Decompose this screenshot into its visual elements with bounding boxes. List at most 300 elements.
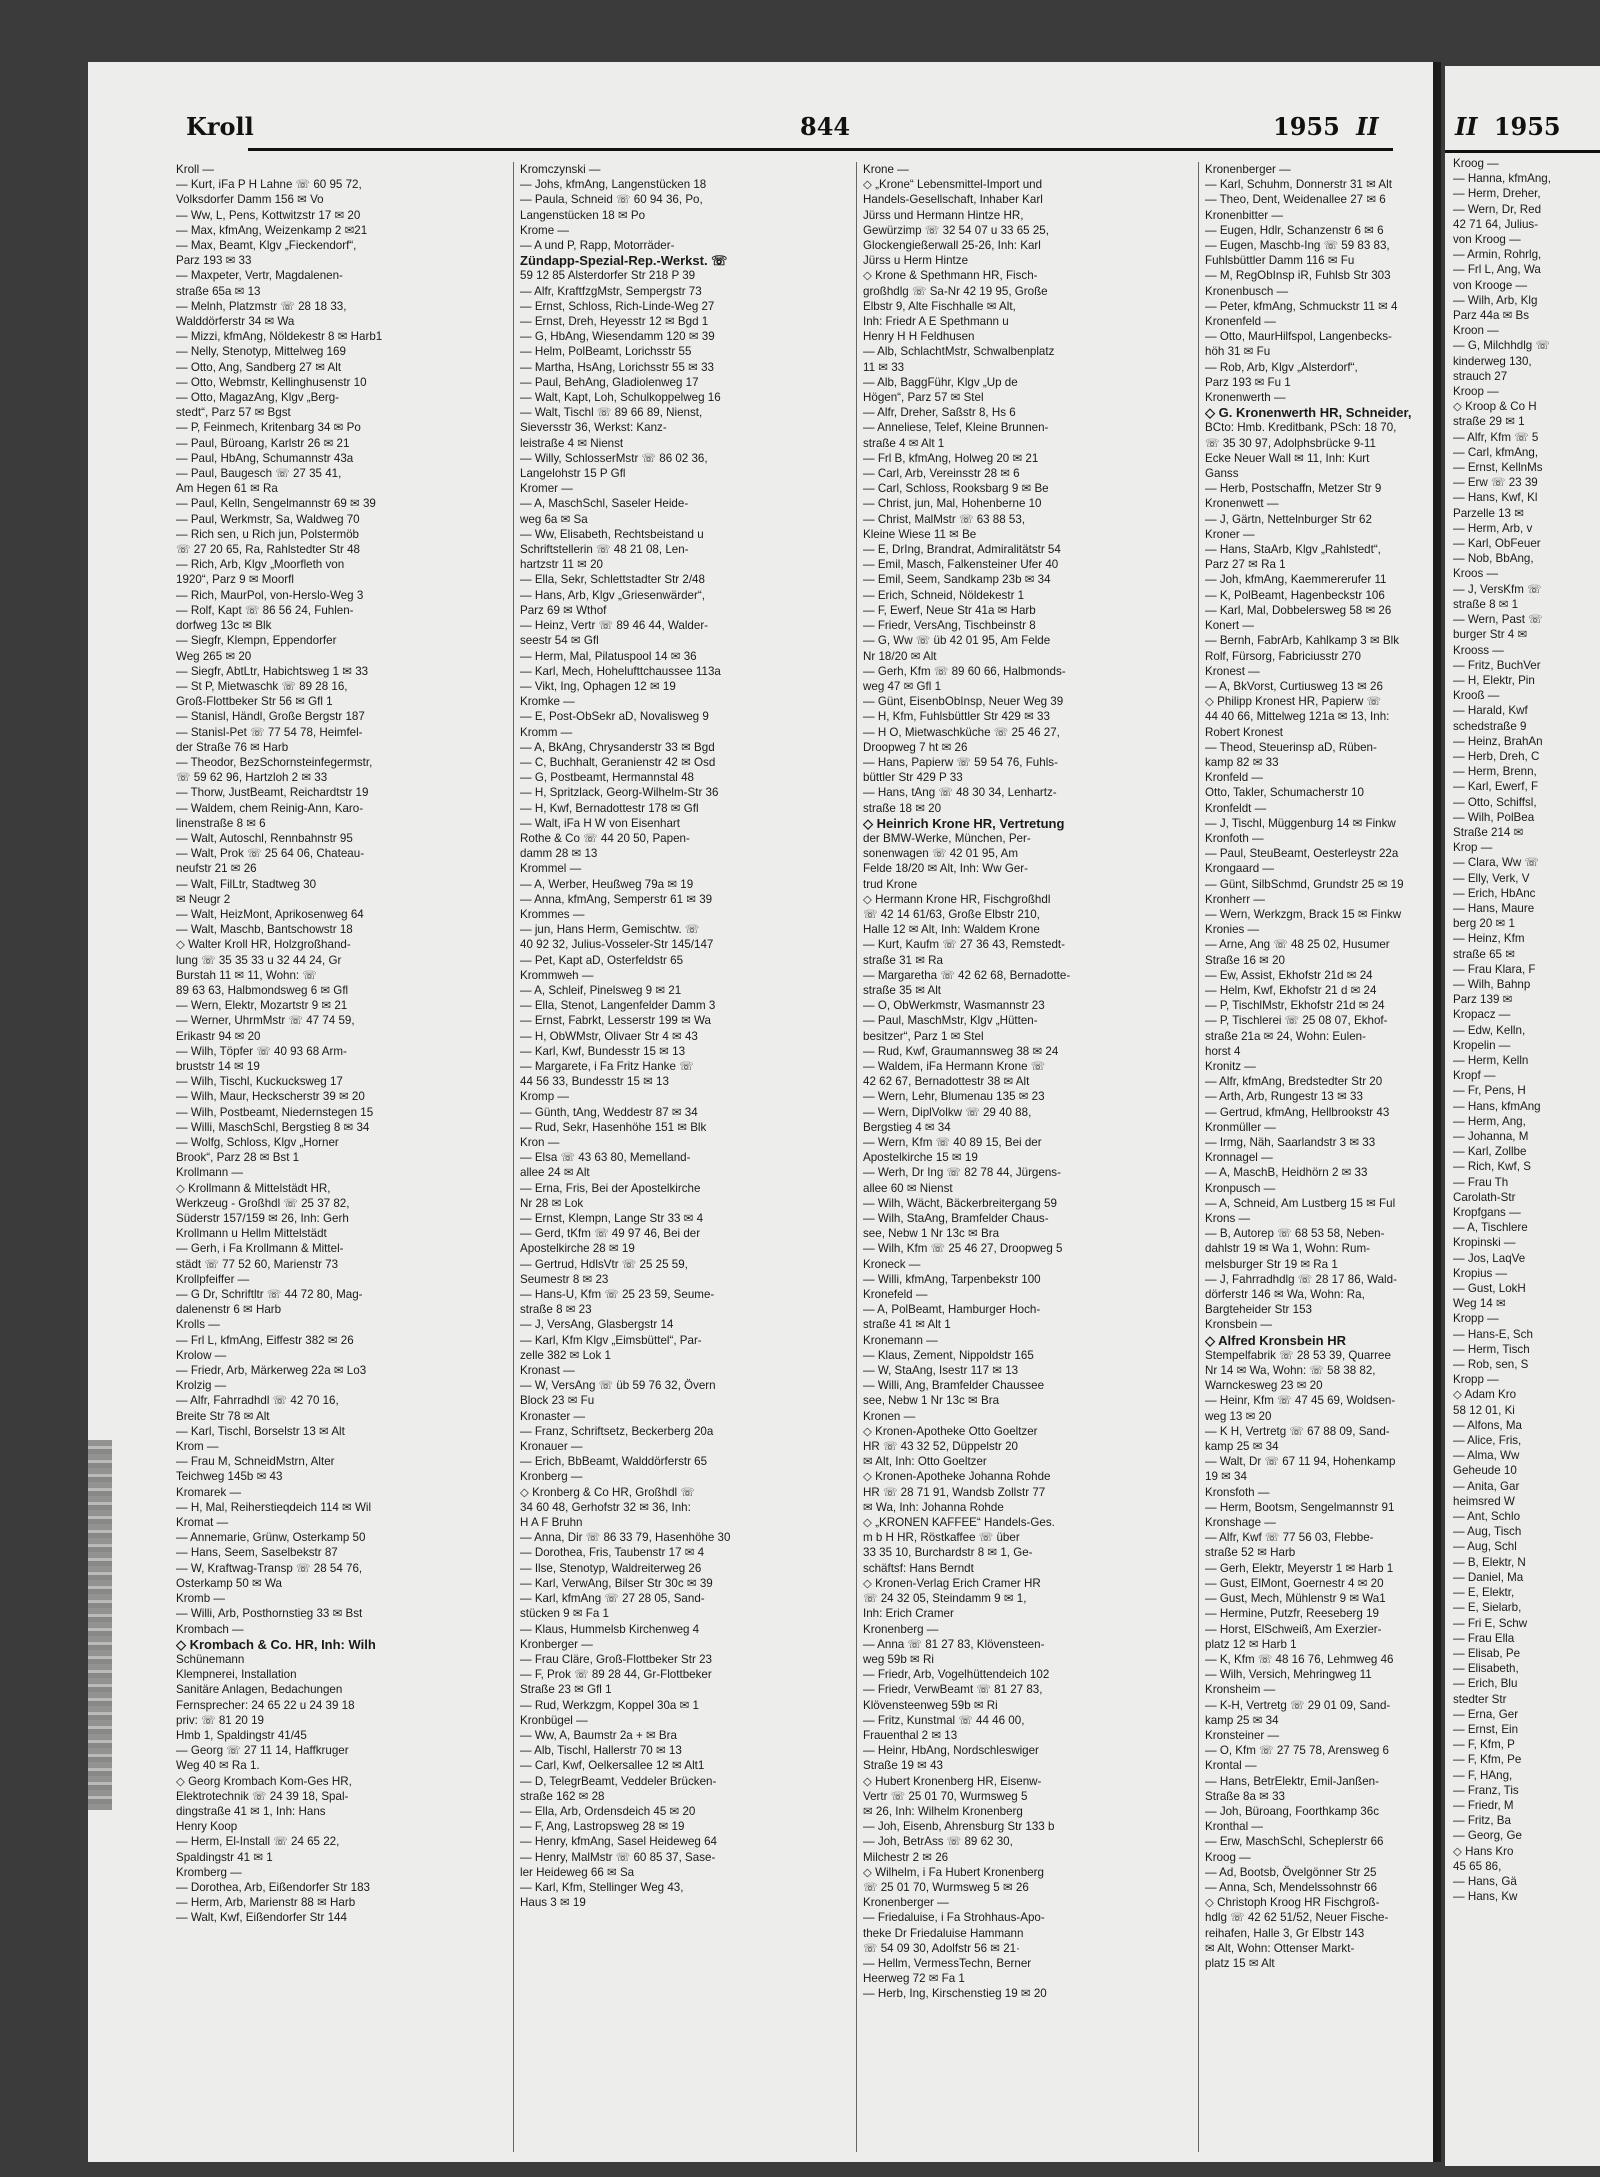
directory-entry-line: ✉ 26, Inh: Wilhelm Kronenberg: [863, 1804, 1023, 1818]
directory-entry-line: Krommweh —: [520, 968, 594, 982]
directory-entry-line: Langelohstr 15 P Gfl: [520, 467, 626, 481]
facing-entry-line: — Frl L, Ang, Wa: [1453, 263, 1541, 277]
directory-entry-line: — Walt, Tischl ☏ 89 66 89, Nienst,: [520, 406, 703, 420]
directory-entry-line: hdlg ☏ 42 62 51/52, Neuer Fische-: [1205, 1911, 1389, 1925]
directory-entry-line: damm 28 ✉ 13: [520, 847, 598, 861]
directory-entry-line: — Hans, Seem, Saselbekstr 87: [176, 1546, 338, 1560]
directory-entry-line: — W, StaAng, Isestr 117 ✉ 13: [863, 1364, 1019, 1378]
directory-entry-line: Weg 265 ✉ 20: [176, 649, 252, 663]
directory-entry-line: — H, Mal, Reiherstieqdeich 114 ✉ Wil: [176, 1500, 372, 1514]
directory-entry-line: dörferstr 146 ✉ Wa, Wohn: Ra,: [1205, 1288, 1365, 1302]
directory-entry-line: Kromberg —: [176, 1865, 242, 1879]
directory-entry-line: — Herm, Arb, Marienstr 88 ✉ Harb: [176, 1896, 356, 1910]
facing-entry-line: Kropp —: [1453, 1312, 1499, 1326]
directory-entry-line: — Rud, Kwf, Graumannsweg 38 ✉ 24: [863, 1044, 1059, 1058]
facing-entry-line: Kropfgans —: [1453, 1206, 1521, 1220]
directory-entry-line: Burstah 11 ✉ 11, Wohn: ☏: [176, 968, 317, 982]
directory-entry-line: — Friedr, Arb, Vogelhüttendeich 102: [863, 1668, 1050, 1682]
directory-entry-line: — Ew, Assist, Ekhofstr 21d ✉ 24: [1205, 968, 1373, 982]
directory-entry-line: — Rud, Werkzgm, Koppel 30a ✉ 1: [520, 1698, 699, 1712]
facing-entry-line: — Alfons, Ma: [1453, 1418, 1522, 1432]
directory-entry-line: — Hans, tAng ☏ 48 30 34, Lenhartz-: [863, 786, 1057, 800]
facing-entry-line: burger Str 4 ✉: [1453, 628, 1528, 642]
directory-entry-line: — Eugen, Hdlr, Schanzenstr 6 ✉ 6: [1205, 223, 1384, 237]
directory-entry-line: straße 31 ✉ Ra: [863, 953, 943, 967]
directory-entry-line: Gewürzimp ☏ 32 54 07 u 33 65 25,: [863, 223, 1049, 237]
facing-entry-line: ◇ Hans Kro: [1453, 1844, 1514, 1858]
directory-entry-line: — Gerh, Kfm ☏ 89 60 66, Halbmonds-: [863, 664, 1066, 678]
directory-entry-line: sonenwagen ☏ 42 01 95, Am: [863, 847, 1019, 861]
directory-entry-line: ◇ Kronen-Apotheke Johanna Rohde: [863, 1470, 1051, 1484]
directory-entry-line: — Paul, HbAng, Schumannstr 43a: [176, 451, 354, 465]
directory-entry-line: — Alfr, Kwf ☏ 77 56 03, Flebbe-: [1205, 1531, 1374, 1545]
facing-entry-line: — Edw, Kelln,: [1453, 1023, 1526, 1037]
directory-entry-line: weg 6a ✉ Sa: [520, 512, 588, 526]
directory-entry-line: — Peter, kfmAng, Schmuckstr 11 ✉ 4: [1205, 299, 1398, 313]
directory-entry-line: — Georg ☏ 27 11 14, Haffkruger: [176, 1744, 349, 1758]
directory-entry-line: ◇ Kronen-Verlag Erich Cramer HR: [863, 1576, 1041, 1590]
directory-entry-line: — Heinr, Kfm ☏ 47 45 69, Woldsen-: [1205, 1394, 1396, 1408]
directory-entry-line: Haus 3 ✉ 19: [520, 1896, 586, 1910]
directory-entry-line: — Bernh, FabrArb, Kahlkamp 3 ✉ Blk: [1205, 634, 1400, 648]
directory-entry-line: — Wilh, Wächt, Bäckerbreitergang 59: [863, 1196, 1057, 1210]
directory-entry-line: Breite Str 78 ✉ Alt: [176, 1409, 270, 1423]
directory-entry-line: — Erich, Schneid, Nöldekestr 1: [863, 588, 1025, 602]
volume: II: [1356, 112, 1379, 141]
directory-entry-line: — Franz, Schriftsetz, Beckerberg 20a: [520, 1424, 714, 1438]
directory-entry-line: Krolzig —: [176, 1379, 227, 1393]
facing-entry-line: — Herb, Dreh, C: [1453, 749, 1540, 763]
directory-entry-line: — Erna, Fris, Bei der Apostelkirche: [520, 1181, 701, 1195]
facing-entry-line: — Fritz, Ba: [1453, 1814, 1511, 1828]
directory-entry-line: Am Hegen 61 ✉ Ra: [176, 482, 278, 496]
directory-entry-line: — Carl, Arb, Vereinsstr 28 ✉ 6: [863, 467, 1020, 481]
directory-entry-line: reihafen, Halle 3, Gr Elbstr 143: [1205, 1926, 1365, 1940]
directory-entry-line: — Waldem, iFa Hermann Krone ☏: [863, 1059, 1046, 1073]
directory-entry-line: Rothe & Co ☏ 44 20 50, Papen-: [520, 831, 690, 845]
directory-entry-line: see, Nebw 1 Nr 13c ✉ Bra: [863, 1394, 1000, 1408]
directory-entry-line: — Klaus, Zement, Nippoldstr 165: [863, 1348, 1034, 1362]
directory-entry-line: — K H, Vertretg ☏ 67 88 09, Sand-: [1205, 1424, 1390, 1438]
directory-entry-line: Kronfoth —: [1205, 831, 1264, 845]
directory-entry-line: ◇ „Krone“ Lebensmittel-Import und: [863, 178, 1043, 192]
directory-entry-line: — Wern, Kfm ☏ 40 89 15, Bei der: [863, 1136, 1042, 1149]
facing-entry-line: — F, Kfm, Pe: [1453, 1753, 1522, 1767]
column-2: [520, 162, 850, 2152]
facing-entry-line: — Heinz, BrahAn: [1453, 734, 1543, 748]
directory-entry-line: — H, Kfm, Fuhlsbüttler Str 429 ✉ 33: [863, 710, 1050, 724]
facing-entry-line: — Otto, Schiffsl,: [1453, 795, 1537, 809]
page-number: 844: [800, 112, 851, 141]
directory-entry-line: — Horst, ElSchweiß, Am Exerzier-: [1205, 1622, 1382, 1636]
directory-entry-line: ☏ 59 62 96, Hartzloh 2 ✉ 33: [176, 771, 328, 785]
directory-entry-line: — Paul, BehAng, Gladiolenweg 17: [520, 375, 699, 389]
directory-entry-line: ◇ Wilhelm, i Fa Hubert Kronenberg: [863, 1865, 1044, 1879]
directory-entry-line: der BMW-Werke, München, Per-: [863, 831, 1031, 845]
facing-entry-line: Krop —: [1453, 841, 1493, 855]
facing-entry-line: Straße 214 ✉: [1453, 825, 1524, 839]
directory-entry-line: — Gertrud, HdlsVtr ☏ 25 25 59,: [520, 1257, 688, 1271]
directory-entry-line: — St P, Mietwaschk ☏ 89 28 16,: [176, 679, 348, 693]
directory-entry-line: — Melnh, Platzmstr ☏ 28 18 33,: [176, 299, 347, 313]
directory-entry-line: Kronfeld —: [1205, 771, 1263, 785]
directory-entry-line: — Joh, Büroang, Foorthkamp 36c: [1205, 1804, 1379, 1818]
directory-entry-line: — Martha, HsAng, Lorichsstr 55 ✉ 33: [520, 360, 715, 374]
directory-entry-line: ◇ Hubert Kronenberg HR, Eisenw-: [863, 1774, 1042, 1788]
directory-entry-line: — J, VersAng, Glasbergstr 14: [520, 1318, 674, 1332]
directory-page: [88, 62, 1441, 2162]
directory-entry-line: HR ☏ 28 71 91, Wandsb Zollstr 77: [863, 1485, 1046, 1499]
directory-entry-line: ◇ Alfred Kronsbein HR: [1205, 1332, 1346, 1348]
directory-entry-line: — Gerh, i Fa Krollmann & Mittel-: [176, 1242, 344, 1256]
directory-entry-line: dingstraße 41 ✉ 1, Inh: Hans: [176, 1804, 326, 1818]
directory-entry-line: — Ella, Arb, Ordensdeich 45 ✉ 20: [520, 1804, 696, 1818]
directory-entry-line: ler Heideweg 66 ✉ Sa: [520, 1865, 635, 1879]
directory-entry-line: Frauenthal 2 ✉ 13: [863, 1728, 958, 1742]
directory-entry-line: — G Dr, Schriftltr ☏ 44 72 80, Mag-: [176, 1288, 363, 1302]
directory-entry-line: — Alb, SchlachtMstr, Schwalbenplatz: [863, 345, 1055, 359]
directory-entry-line: Kronbügel —: [520, 1713, 588, 1727]
directory-entry-line: straße 41 ✉ Alt 1: [863, 1318, 951, 1332]
directory-entry-line: Kromer —: [520, 482, 573, 496]
directory-entry-line: — Dorothea, Fris, Taubenstr 17 ✉ 4: [520, 1546, 705, 1560]
directory-entry-line: melsburger Str 19 ✉ Ra 1: [1205, 1257, 1338, 1271]
facing-entry-line: — Jos, LaqVe: [1453, 1251, 1526, 1265]
directory-entry-line: Kronshage —: [1205, 1516, 1276, 1530]
directory-entry-line: ☏ 27 20 65, Ra, Rahlstedter Str 48: [176, 543, 360, 557]
directory-entry-line: m b H HR, Röstkaffee ☏ über: [863, 1531, 1020, 1545]
directory-entry-line: — Alb, BaggFühr, Klgv „Up de: [863, 375, 1018, 389]
directory-entry-line: Kronpusch —: [1205, 1181, 1276, 1195]
directory-entry-line: 1920“, Parz 9 ✉ Moorfl: [176, 573, 294, 587]
directory-entry-line: — A, BkAng, Chrysanderstr 33 ✉ Bgd: [520, 740, 715, 754]
facing-entry-line: — Herm, Arb, v: [1453, 521, 1533, 535]
directory-entry-line: — Otto, Ang, Sandberg 27 ✉ Alt: [176, 360, 342, 374]
directory-entry-line: — K, PolBeamt, Hagenbeckstr 106: [1205, 588, 1385, 602]
directory-entry-line: ☏ 24 32 05, Steindamm 9 ✉ 1,: [863, 1592, 1027, 1606]
directory-entry-line: straße 65a ✉ 13: [176, 284, 261, 298]
facing-entry-line: straße 29 ✉ 1: [1453, 415, 1525, 429]
facing-entry-line: 58 12 01, Ki: [1453, 1403, 1515, 1417]
directory-entry-line: Vertr ☏ 25 01 70, Wurmsweg 5: [863, 1789, 1028, 1803]
directory-entry-line: Kronsteiner —: [1205, 1728, 1280, 1742]
directory-entry-line: — Carl, Kwf, Oelkersallee 12 ✉ Alt1: [520, 1759, 705, 1773]
directory-entry-line: Felde 18/20 ✉ Alt, Inh: Ww Ger-: [863, 862, 1029, 876]
directory-entry-line: — W, VersAng ☏ üb 59 76 32, Övern: [520, 1379, 716, 1393]
directory-entry-line: — P, TischlMstr, Ekhofstr 21d ✉ 24: [1205, 999, 1385, 1013]
directory-entry-line: 33 35 10, Burchardstr 8 ✉ 1, Ge-: [863, 1546, 1033, 1560]
directory-entry-line: Kronsbein —: [1205, 1318, 1273, 1332]
directory-entry-line: straße 162 ✉ 28: [520, 1789, 605, 1803]
facing-entry-line: Parz 139 ✉: [1453, 993, 1513, 1007]
directory-entry-line: — Willi, MaschSchl, Bergstieg 8 ✉ 34: [176, 1120, 370, 1134]
directory-entry-line: — Vikt, Ing, Ophagen 12 ✉ 19: [520, 679, 676, 693]
directory-entry-line: Kronauer —: [520, 1440, 583, 1454]
directory-entry-line: allee 24 ✉ Alt: [520, 1166, 590, 1180]
directory-entry-line: ◇ Kronen-Apotheke Otto Goeltzer: [863, 1424, 1038, 1438]
directory-entry-line: Kroog —: [1205, 1850, 1251, 1864]
directory-entry-line: Kronitz —: [1205, 1059, 1256, 1073]
directory-entry-line: 89 63 63, Halbmondsweg 6 ✉ Gfl: [176, 983, 349, 997]
directory-entry-line: straße 8 ✉ 23: [520, 1303, 592, 1317]
facing-entry-line: — Wern, Past ☏: [1453, 613, 1543, 627]
directory-entry-line: — A, Werber, Heußweg 79a ✉ 19: [520, 877, 694, 891]
facing-entry-line: 45 65 86,: [1453, 1859, 1502, 1873]
directory-entry-line: höh 31 ✉ Fu: [1205, 345, 1271, 359]
directory-entry-line: — Alb, Tischl, Hallerstr 70 ✉ 13: [520, 1744, 682, 1758]
facing-entry-line: — Hans, Gä: [1453, 1874, 1517, 1888]
facing-entry-line: Kropf —: [1453, 1069, 1496, 1083]
directory-entry-line: ◇ G. Kronenwerth HR, Schneider,: [1205, 405, 1412, 421]
directory-entry-line: Ganss: [1205, 467, 1239, 481]
directory-entry-line: — Kurt, Kaufm ☏ 27 36 43, Remstedt-: [863, 938, 1066, 952]
facing-entry-line: — Ant, Schlo: [1453, 1510, 1521, 1524]
facing-entry-line: kinderweg 130,: [1453, 354, 1532, 368]
directory-entry-line: — Paul, Kelln, Sengelmannstr 69 ✉ 39: [176, 497, 376, 511]
directory-entry-line: — Stanisl, Händl, Große Bergstr 187: [176, 710, 365, 724]
directory-entry-line: Sanitäre Anlagen, Bedachungen: [176, 1683, 343, 1697]
directory-entry-line: Krommel —: [520, 862, 582, 876]
directory-entry-line: allee 60 ✉ Nienst: [863, 1181, 953, 1195]
facing-entry-line: — Hans-E, Sch: [1453, 1327, 1533, 1341]
directory-entry-line: Kromb —: [176, 1592, 225, 1606]
directory-entry-line: — G, Ww ☏ üb 42 01 95, Am Felde: [863, 634, 1051, 648]
directory-entry-line: BCto: Hmb. Kreditbank, PSch: 18 70,: [1205, 421, 1397, 435]
directory-entry-line: hartzstr 11 ✉ 20: [520, 558, 603, 572]
directory-entry-line: — Alfr, Dreher, Saßstr 8, Hs 6: [863, 406, 1016, 420]
directory-entry-line: — Walt, Prok ☏ 25 64 06, Chateau-: [176, 847, 365, 861]
facing-entry-line: Kropacz —: [1453, 1008, 1511, 1022]
facing-entry-line: — Fr, Pens, H: [1453, 1084, 1526, 1098]
directory-entry-line: — Alfr, Fahrradhdl ☏ 42 70 16,: [176, 1394, 339, 1408]
directory-entry-line: — Otto, MagazAng, Klgv „Berg-: [176, 391, 340, 405]
facing-entry-line: — Friedr, M: [1453, 1798, 1514, 1812]
facing-entry-line: — G, Milchhdlg ☏: [1453, 339, 1550, 353]
directory-entry-line: — Hermine, Putzfr, Reeseberg 19: [1205, 1607, 1379, 1621]
facing-entry-line: — Daniel, Ma: [1453, 1570, 1524, 1584]
directory-entry-line: — J, Fahrradhdlg ☏ 28 17 86, Wald-: [1205, 1272, 1397, 1286]
directory-entry-line: Kronberg —: [520, 1470, 583, 1484]
directory-entry-line: Heerweg 72 ✉ Fa 1: [863, 1972, 965, 1986]
facing-entry-line: — Hans, Kwf, Kl: [1453, 491, 1538, 505]
directory-entry-line: Inh: Friedr A E Spethmann u: [863, 315, 1009, 329]
directory-entry-line: Walddörferstr 34 ✉ Wa: [176, 315, 295, 329]
directory-entry-line: — Emil, Masch, Falkensteiner Ufer 40: [863, 558, 1059, 572]
facing-entry-line: schedstraße 9: [1453, 719, 1527, 733]
directory-entry-line: — Pet, Kapt aD, Osterfeldstr 65: [520, 953, 684, 967]
directory-entry-line: Kronthal —: [1205, 1820, 1263, 1834]
directory-entry-line: Kronfeldt —: [1205, 801, 1267, 815]
directory-entry-line: — Walt, Autoschl, Rennbahnstr 95: [176, 831, 353, 845]
facing-entry-line: — J, VersKfm ☏: [1453, 582, 1542, 596]
facing-entry-line: Krooss —: [1453, 643, 1504, 657]
directory-entry-line: dorfweg 13c ✉ Blk: [176, 619, 272, 633]
facing-entry-line: Kroop —: [1453, 385, 1499, 399]
facing-entry-line: — Herm, Brenn,: [1453, 765, 1537, 779]
directory-entry-line: der Straße 76 ✉ Harb: [176, 740, 289, 754]
facing-entry-line: — Harald, Kwf: [1453, 704, 1528, 718]
directory-entry-line: — Günth, tAng, Weddestr 87 ✉ 34: [520, 1105, 698, 1119]
facing-entry-line: — Herm, Dreher,: [1453, 187, 1541, 201]
directory-entry-line: Parz 27 ✉ Ra 1: [1205, 558, 1286, 572]
directory-entry-line: — Gust, ElMont, Goernestr 4 ✉ 20: [1205, 1576, 1384, 1590]
directory-entry-line: — Margarete, i Fa Fritz Hanke ☏: [520, 1059, 694, 1073]
directory-entry-line: Krons —: [1205, 1212, 1251, 1226]
directory-entry-line: — Friedaluise, i Fa Strohhaus-Apo-: [863, 1911, 1045, 1925]
directory-entry-line: — Gust, Mech, Mühlenstr 9 ✉ Wa1: [1205, 1592, 1386, 1606]
column-divider: [1198, 162, 1199, 2152]
facing-entry-line: — Frau Th: [1453, 1175, 1509, 1189]
facing-entry-line: — B, Elektr, N: [1453, 1555, 1526, 1569]
directory-entry-line: Handels-Gesellschaft, Inhaber Karl: [863, 193, 1043, 207]
facing-entry-line: — Anita, Gar: [1453, 1479, 1520, 1493]
binding-strip: [88, 1440, 112, 1810]
directory-entry-line: Kronsheim —: [1205, 1683, 1276, 1697]
facing-entry-line: strauch 27: [1453, 369, 1508, 383]
directory-entry-line: — Wilh, Kfm ☏ 25 46 27, Droopweg 5: [863, 1242, 1063, 1256]
directory-entry-line: Kronberger —: [520, 1637, 593, 1651]
directory-entry-line: — Erich, BbBeamt, Walddörferstr 65: [520, 1455, 708, 1469]
directory-entry-line: — Eugen, Maschb-Ing ☏ 59 83 83,: [1205, 239, 1390, 253]
directory-entry-line: Glockengießerwall 25-26, Inh: Karl: [863, 239, 1041, 253]
directory-entry-line: Sieversstr 36, Werkst: Kanz-: [520, 421, 667, 435]
directory-entry-line: — A und P, Rapp, Motorräder-: [520, 239, 675, 253]
directory-entry-line: — Walt, HeizMont, Aprikosenweg 64: [176, 907, 364, 921]
directory-entry-line: — Paul, Werkmstr, Sa, Waldweg 70: [176, 512, 360, 526]
directory-entry-line: — Helm, PolBeamt, Lorichsstr 55: [520, 345, 692, 359]
directory-entry-line: theke Dr Friedaluise Hammann: [863, 1926, 1024, 1940]
directory-entry-line: ☏ 42 14 61/63, Große Elbstr 210,: [863, 907, 1040, 921]
directory-entry-line: ✉ Alt, Wohn: Ottenser Markt-: [1205, 1941, 1355, 1955]
directory-entry-line: — Christ, MalMstr ☏ 63 88 53,: [863, 512, 1026, 526]
directory-entry-line: — E, Post-ObSekr aD, Novalisweg 9: [520, 710, 709, 724]
directory-entry-line: weg 13 ✉ 20: [1205, 1409, 1272, 1423]
directory-entry-line: Volksdorfer Damm 156 ✉ Vo: [176, 193, 324, 207]
directory-entry-line: besitzer“, Parz 1 ✉ Stel: [863, 1029, 984, 1043]
directory-entry-line: — Karl, Mech, Hohelufttchaussee 113a: [520, 664, 721, 678]
directory-entry-line: büttler Str 429 P 33: [863, 771, 963, 785]
running-head-year: [1273, 112, 1379, 141]
directory-entry-line: — Karl, Kfm Klgv „Eimsbüttel“, Par-: [520, 1333, 702, 1347]
directory-entry-line: — Karl, Schuhm, Donnerstr 31 ✉ Alt: [1205, 178, 1392, 192]
directory-entry-line: 59 12 85 Alsterdorfer Str 218 P 39: [520, 269, 696, 283]
directory-entry-line: — Gertrud, kfmAng, Hellbrookstr 43: [1205, 1105, 1390, 1119]
directory-entry-line: — Helm, Kwf, Ekhofstr 21 d ✉ 24: [1205, 983, 1377, 997]
directory-entry-line: Kronenberger —: [1205, 163, 1291, 176]
directory-entry-line: — A, PolBeamt, Hamburger Hoch-: [863, 1303, 1041, 1317]
directory-entry-line: platz 12 ✉ Harb 1: [1205, 1637, 1297, 1651]
directory-entry-line: Kronenbitter —: [1205, 208, 1283, 222]
directory-entry-line: Halle 12 ✉ Alt, Inh: Waldem Krone: [863, 923, 1040, 937]
directory-entry-line: — Wern, Elektr, Mozartstr 9 ✉ 21: [176, 999, 348, 1013]
facing-entry-line: — Herm, Kelln: [1453, 1053, 1529, 1067]
column-divider: [856, 162, 857, 2152]
directory-entry-line: — Dorothea, Arb, Eißendorfer Str 183: [176, 1880, 370, 1894]
directory-entry-line: Henry H H Feldhusen: [863, 330, 975, 344]
directory-entry-line: 44 56 33, Bundesstr 15 ✉ 13: [520, 1075, 669, 1089]
directory-entry-line: — M, RegObInsp iR, Fuhlsb Str 303: [1205, 269, 1391, 283]
directory-entry-line: kamp 25 ✉ 34: [1205, 1713, 1279, 1727]
directory-entry-line: 34 60 48, Gerhofstr 32 ✉ 36, Inh:: [520, 1500, 691, 1514]
directory-entry-line: — Ernst, Klempn, Lange Str 33 ✉ 4: [520, 1212, 704, 1226]
column-3: [863, 162, 1193, 2152]
facing-entry-line: — Georg, Ge: [1453, 1829, 1522, 1843]
directory-entry-line: Jürss und Hermann Hintze HR,: [863, 208, 1024, 222]
directory-entry-line: — K-H, Vertretg ☏ 29 01 09, Sand-: [1205, 1698, 1391, 1712]
facing-entry-line: — Frau Ella: [1453, 1631, 1515, 1645]
directory-entry-line: Milchestr 2 ✉ 26: [863, 1850, 949, 1864]
directory-entry-line: zelle 382 ✉ Lok 1: [520, 1348, 611, 1362]
directory-entry-line: H A F Bruhn: [520, 1516, 583, 1530]
directory-entry-line: Krollmann —: [176, 1166, 244, 1180]
directory-entry-line: — Alfr, KraftfzgMstr, Sempergstr 73: [520, 284, 702, 298]
directory-entry-line: — Hans, Papierw ☏ 59 54 76, Fuhls-: [863, 755, 1058, 769]
directory-entry-line: 11 ✉ 33: [863, 360, 905, 374]
directory-entry-line: — D, TelegrBeamt, Veddeler Brücken-: [520, 1774, 717, 1788]
directory-entry-line: Stempelfabrik ☏ 28 53 39, Quarree: [1205, 1348, 1391, 1362]
directory-entry-line: — Wern, DiplVolkw ☏ 29 40 88,: [863, 1105, 1032, 1119]
facing-entry-line: stedter Str: [1453, 1692, 1507, 1706]
directory-entry-line: — Rich, MaurPol, von-Herslo-Weg 3: [176, 588, 364, 602]
directory-entry-line: Langenstücken 18 ✉ Po: [520, 208, 646, 222]
directory-entry-line: — E, DrIng, Brandrat, Admiralitätstr 54: [863, 543, 1061, 557]
directory-entry-line: Robert Kronest: [1205, 725, 1283, 739]
directory-entry-line: — Frl B, kfmAng, Holweg 20 ✉ 21: [863, 451, 1039, 465]
directory-entry-line: kamp 25 ✉ 34: [1205, 1440, 1279, 1454]
directory-entry-line: ◇ Hermann Krone HR, Fischgroßhdl: [863, 892, 1051, 906]
directory-entry-line: — Heinz, Vertr ☏ 89 46 44, Walder-: [520, 619, 709, 633]
directory-entry-line: Henry Koop: [176, 1820, 238, 1834]
directory-entry-line: — Paul, MaschMstr, Klgv „Hütten-: [863, 1014, 1038, 1028]
directory-entry-line: — Otto, MaurHilfspol, Langenbecks-: [1205, 330, 1392, 344]
directory-entry-line: Weg 40 ✉ Ra 1.: [176, 1759, 260, 1773]
directory-entry-line: — Ella, Sekr, Schlettstadter Str 2/48: [520, 573, 705, 587]
directory-entry-line: straße 21a ✉ 24, Wohn: Eulen-: [1205, 1029, 1366, 1043]
directory-entry-line: ✉ Neugr 2: [176, 892, 231, 906]
directory-entry-line: HR ☏ 43 32 52, Düppelstr 20: [863, 1440, 1018, 1454]
facing-entry-line: Kropelin —: [1453, 1038, 1511, 1052]
directory-entry-line: — Rich sen, u Rich jun, Polstermöb: [176, 527, 359, 541]
directory-entry-line: Kronemann —: [863, 1333, 938, 1347]
facing-entry-line: Krooß —: [1453, 689, 1500, 703]
directory-entry-line: Kronenberg —: [863, 1622, 939, 1636]
directory-entry-line: Brook“, Parz 28 ✉ Bst 1: [176, 1151, 300, 1165]
directory-entry-line: Bargteheider Str 153: [1205, 1303, 1312, 1317]
directory-entry-line: — Gerd, tKfm ☏ 49 97 46, Bei der: [520, 1227, 701, 1241]
directory-entry-line: Jürss u Herm Hintze: [863, 254, 969, 268]
directory-entry-line: Teichweg 145b ✉ 43: [176, 1470, 283, 1484]
directory-entry-line: weg 47 ✉ Gfl 1: [863, 679, 942, 693]
directory-entry-line: — A, MaschSchl, Saseler Heide-: [520, 497, 689, 511]
directory-entry-line: Rolf, Fürsorg, Fabriciusstr 270: [1205, 649, 1361, 663]
directory-entry-line: Osterkamp 50 ✉ Wa: [176, 1576, 282, 1590]
facing-entry-line: straße 8 ✉ 1: [1453, 597, 1519, 611]
facing-entry-line: Kroon —: [1453, 324, 1499, 338]
directory-entry-line: — Rich, Arb, Klgv „Moorfleth von: [176, 558, 345, 572]
facing-entry-line: Parzelle 13 ✉: [1453, 506, 1524, 520]
directory-entry-line: Bergstieg 4 ✉ 34: [863, 1120, 951, 1134]
directory-entry-line: — Joh, kfmAng, Kaemmererufer 11: [1205, 573, 1387, 587]
column-divider: [513, 162, 514, 2152]
directory-entry-line: — Wilh, Versich, Mehringweg 11: [1205, 1668, 1372, 1682]
facing-entry-line: — Wilh, PolBea: [1453, 810, 1535, 824]
directory-entry-line: ☏ 35 30 97, Adolphsbrücke 9-11: [1205, 436, 1376, 450]
facing-volume: II: [1455, 112, 1478, 141]
facing-entry-line: — H, Elektr, Pin: [1453, 673, 1535, 687]
facing-entry-line: — Hans, Kw: [1453, 1890, 1518, 1904]
directory-entry-line: — Anna, kfmAng, Semperstr 61 ✉ 39: [520, 892, 713, 906]
directory-entry-line: — C, Buchhalt, Geranienstr 42 ✉ Osd: [520, 755, 716, 769]
